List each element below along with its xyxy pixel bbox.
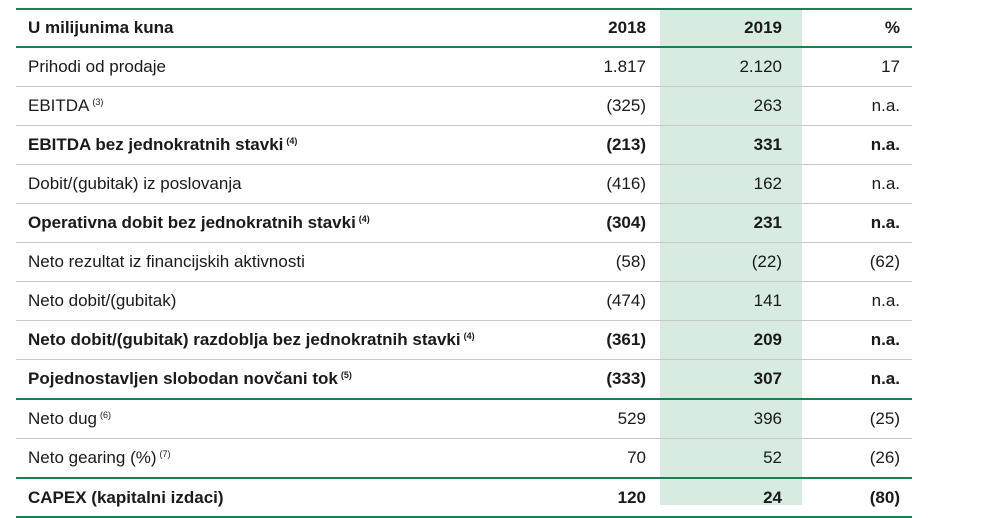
value-pct: n.a. [870, 135, 900, 154]
footnote-ref: (5) [340, 370, 352, 380]
value-2018: (416) [606, 174, 646, 193]
value-pct: (80) [869, 487, 900, 507]
table-row [16, 360, 912, 400]
footnote-ref: (3) [92, 97, 104, 107]
table-row [16, 243, 912, 282]
row-label: EBITDA bez jednokratnih stavki $^{(4)}$ [28, 135, 298, 154]
value-2019: (22) [751, 252, 782, 271]
value-2019: 331 [753, 135, 782, 154]
row-label: Neto gearing (%) $^{(7)}$ [28, 448, 171, 467]
value-2018: 120 [617, 487, 646, 507]
header-2019: 2019 [744, 18, 782, 37]
value-2018: 529 [617, 409, 646, 428]
value-2019: 231 [753, 213, 782, 232]
value-2018: (304) [606, 213, 646, 232]
value-2019: 162 [753, 174, 782, 193]
value-2018: (361) [606, 330, 646, 349]
footnote-ref: (4) [286, 136, 298, 146]
table-row [16, 87, 912, 126]
row-label: Neto dug $^{(6)}$ [28, 409, 111, 428]
value-2019: 141 [753, 291, 782, 310]
financial-summary-table [16, 8, 912, 518]
row-label: Prihodi od prodaje [28, 57, 166, 76]
table-row [16, 400, 912, 439]
value-pct: 17 [881, 57, 900, 76]
table-row [16, 165, 912, 204]
value-pct: (62) [869, 252, 900, 271]
row-label: Pojednostavljen slobodan novčani tok $^{(5)}$ [28, 369, 352, 388]
header-2018: 2018 [608, 18, 646, 37]
value-2019: 396 [753, 409, 782, 428]
value-2019: 263 [753, 96, 782, 115]
value-2018: 70 [627, 448, 646, 467]
row-label: CAPEX (kapitalni izdaci) [28, 487, 224, 507]
value-pct: n.a. [870, 330, 900, 349]
value-2019: 209 [753, 330, 782, 349]
row-label: Neto rezultat iz financijskih aktivnosti [28, 252, 305, 271]
table-row [16, 479, 912, 518]
value-2018: (474) [606, 291, 646, 310]
footnote-ref: (4) [358, 214, 370, 224]
table-row [16, 204, 912, 243]
table-row [16, 321, 912, 360]
row-label: Neto dobit/(gubitak) razdoblja bez jednokratnih stavki $^{(4)}$ [28, 330, 475, 349]
table-row [16, 48, 912, 87]
row-label: Neto dobit/(gubitak) [28, 291, 177, 310]
value-pct: (26) [869, 448, 900, 467]
table-row [16, 126, 912, 165]
value-2019: 2.120 [739, 57, 782, 76]
value-pct: n.a. [870, 369, 900, 388]
row-label: Dobit/(gubitak) iz poslovanja [28, 174, 242, 193]
value-2019: 52 [763, 448, 782, 467]
value-pct: n.a. [870, 213, 900, 232]
value-2018: (213) [606, 135, 646, 154]
value-pct: (25) [869, 409, 900, 428]
value-2018: 1.817 [603, 57, 646, 76]
value-2018: (333) [606, 369, 646, 388]
header-pct: % [884, 18, 900, 37]
value-2018: (325) [606, 96, 646, 115]
value-2018: (58) [615, 252, 646, 271]
footnote-ref: (7) [159, 449, 171, 459]
table-row [16, 439, 912, 479]
header-label: U milijunima kuna [28, 18, 174, 37]
value-pct: n.a. [871, 174, 900, 193]
value-2019: 307 [753, 369, 782, 388]
footnote-ref: (6) [100, 410, 111, 420]
value-2019: 24 [763, 487, 782, 507]
row-label: EBITDA $^{(3)}$ [28, 96, 104, 115]
footnote-ref: (4) [463, 331, 475, 341]
row-label: Operativna dobit bez jednokratnih stavki $^{(4)}$ [28, 213, 370, 232]
table-row [16, 282, 912, 321]
value-pct: n.a. [871, 291, 900, 310]
value-pct: n.a. [871, 96, 900, 115]
table-header-row [16, 8, 912, 48]
